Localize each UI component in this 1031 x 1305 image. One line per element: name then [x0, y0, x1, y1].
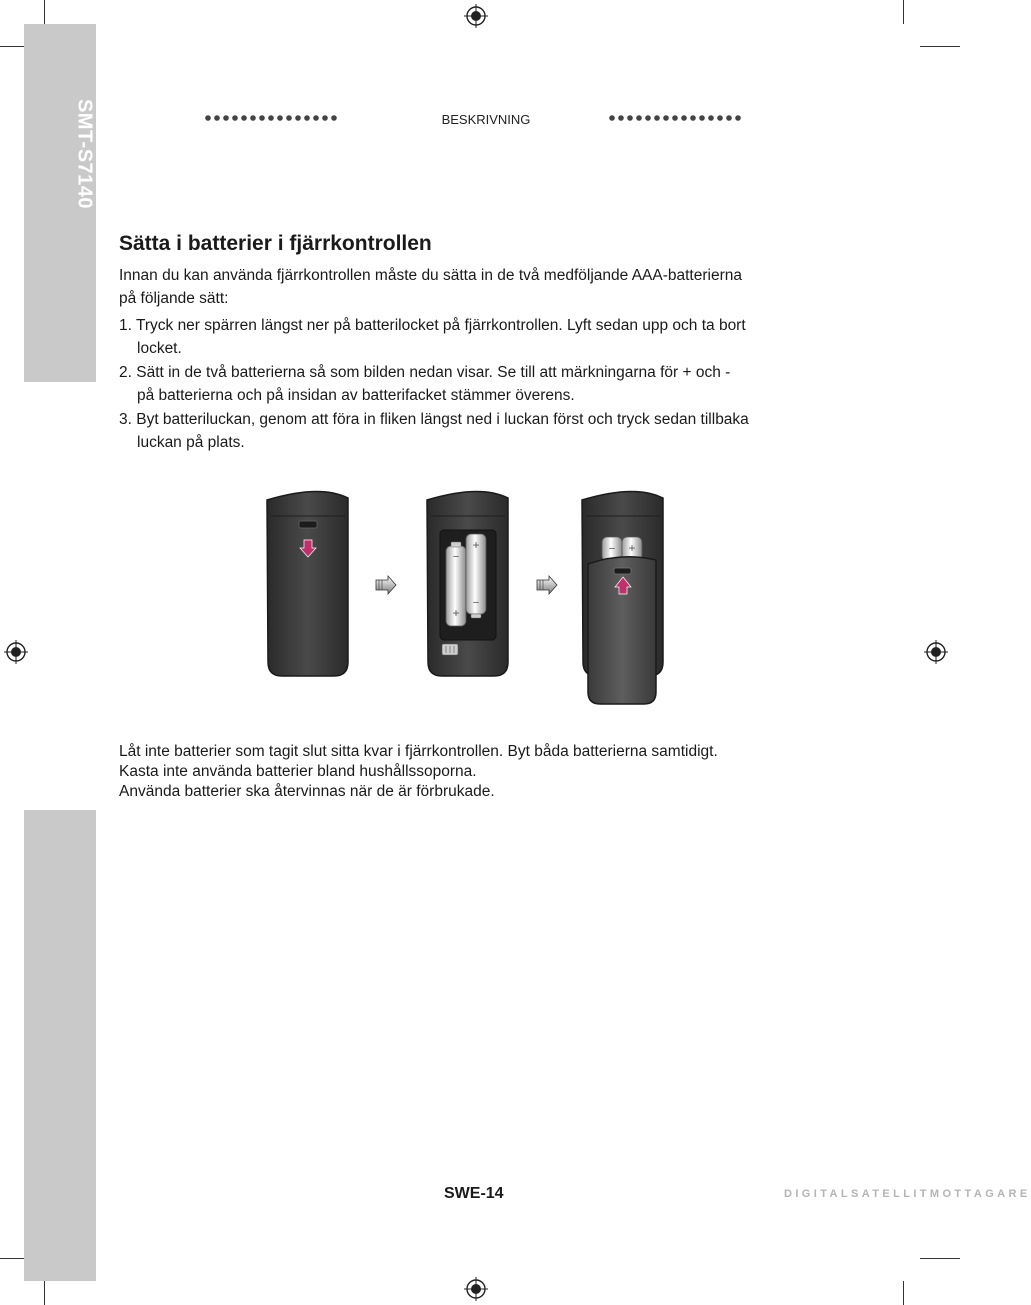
plus-sign: +	[452, 606, 460, 620]
step-1: 1. Tryck ner spärren längst ner på batterilocket på fjärrkontrollen. Lyft sedan upp och ta bort	[119, 317, 746, 334]
step-2: 2. Sätt in de två batterierna så som bilden nedan visar. Se till att märkningarna för + och -	[119, 364, 731, 381]
section-label: BESKRIVNING	[441, 112, 531, 127]
page-title: Sätta i batterier i fjärrkontrollen	[119, 232, 432, 255]
plus-sign: +	[472, 538, 480, 552]
remote-step-3	[582, 491, 663, 704]
crop-mark	[920, 1258, 960, 1259]
next-step-arrow-icon	[376, 576, 396, 594]
brand-text: DIGITALSATELLITMOTTAGARE	[784, 1188, 1031, 1200]
step-2-cont: på batterierna och på insidan av batterifacket stämmer överens.	[137, 387, 575, 404]
step-3-cont: luckan på plats.	[137, 434, 245, 451]
next-step-arrow-icon	[537, 576, 557, 594]
step-3: 3. Byt batteriluckan, genom att föra in fliken längst ned i luckan först och tryck sedan tillbaka	[119, 411, 749, 428]
minus-sign: −	[472, 597, 480, 609]
minus-sign: −	[452, 551, 460, 563]
model-code: SMT-S7140	[73, 98, 96, 210]
page-number: SWE-14	[444, 1185, 504, 1202]
intro-line: på följande sätt:	[119, 290, 229, 307]
note-line: Kasta inte använda batterier bland hushållssoporna.	[119, 763, 477, 780]
remote-step-1	[267, 491, 348, 676]
note-line: Låt inte batterier som tagit slut sitta kvar i fjärrkontrollen. Byt båda batterierna samtidigt.	[119, 743, 718, 760]
side-tab-lower	[24, 810, 96, 1281]
minus-sign: −	[608, 543, 616, 555]
crop-mark	[44, 1281, 45, 1305]
intro-line: Innan du kan använda fjärrkontrollen måste du sätta in de två medföljande AAA-batterierna	[119, 267, 742, 284]
crop-mark	[0, 1258, 24, 1259]
plus-sign: +	[628, 541, 636, 555]
registration-mark-icon	[464, 1277, 488, 1301]
note-line: Använda batterier ska återvinnas när de är förbrukade.	[119, 783, 495, 800]
crop-mark	[903, 1281, 904, 1305]
step-1-cont: locket.	[137, 340, 182, 357]
remote-step-2	[427, 491, 508, 676]
